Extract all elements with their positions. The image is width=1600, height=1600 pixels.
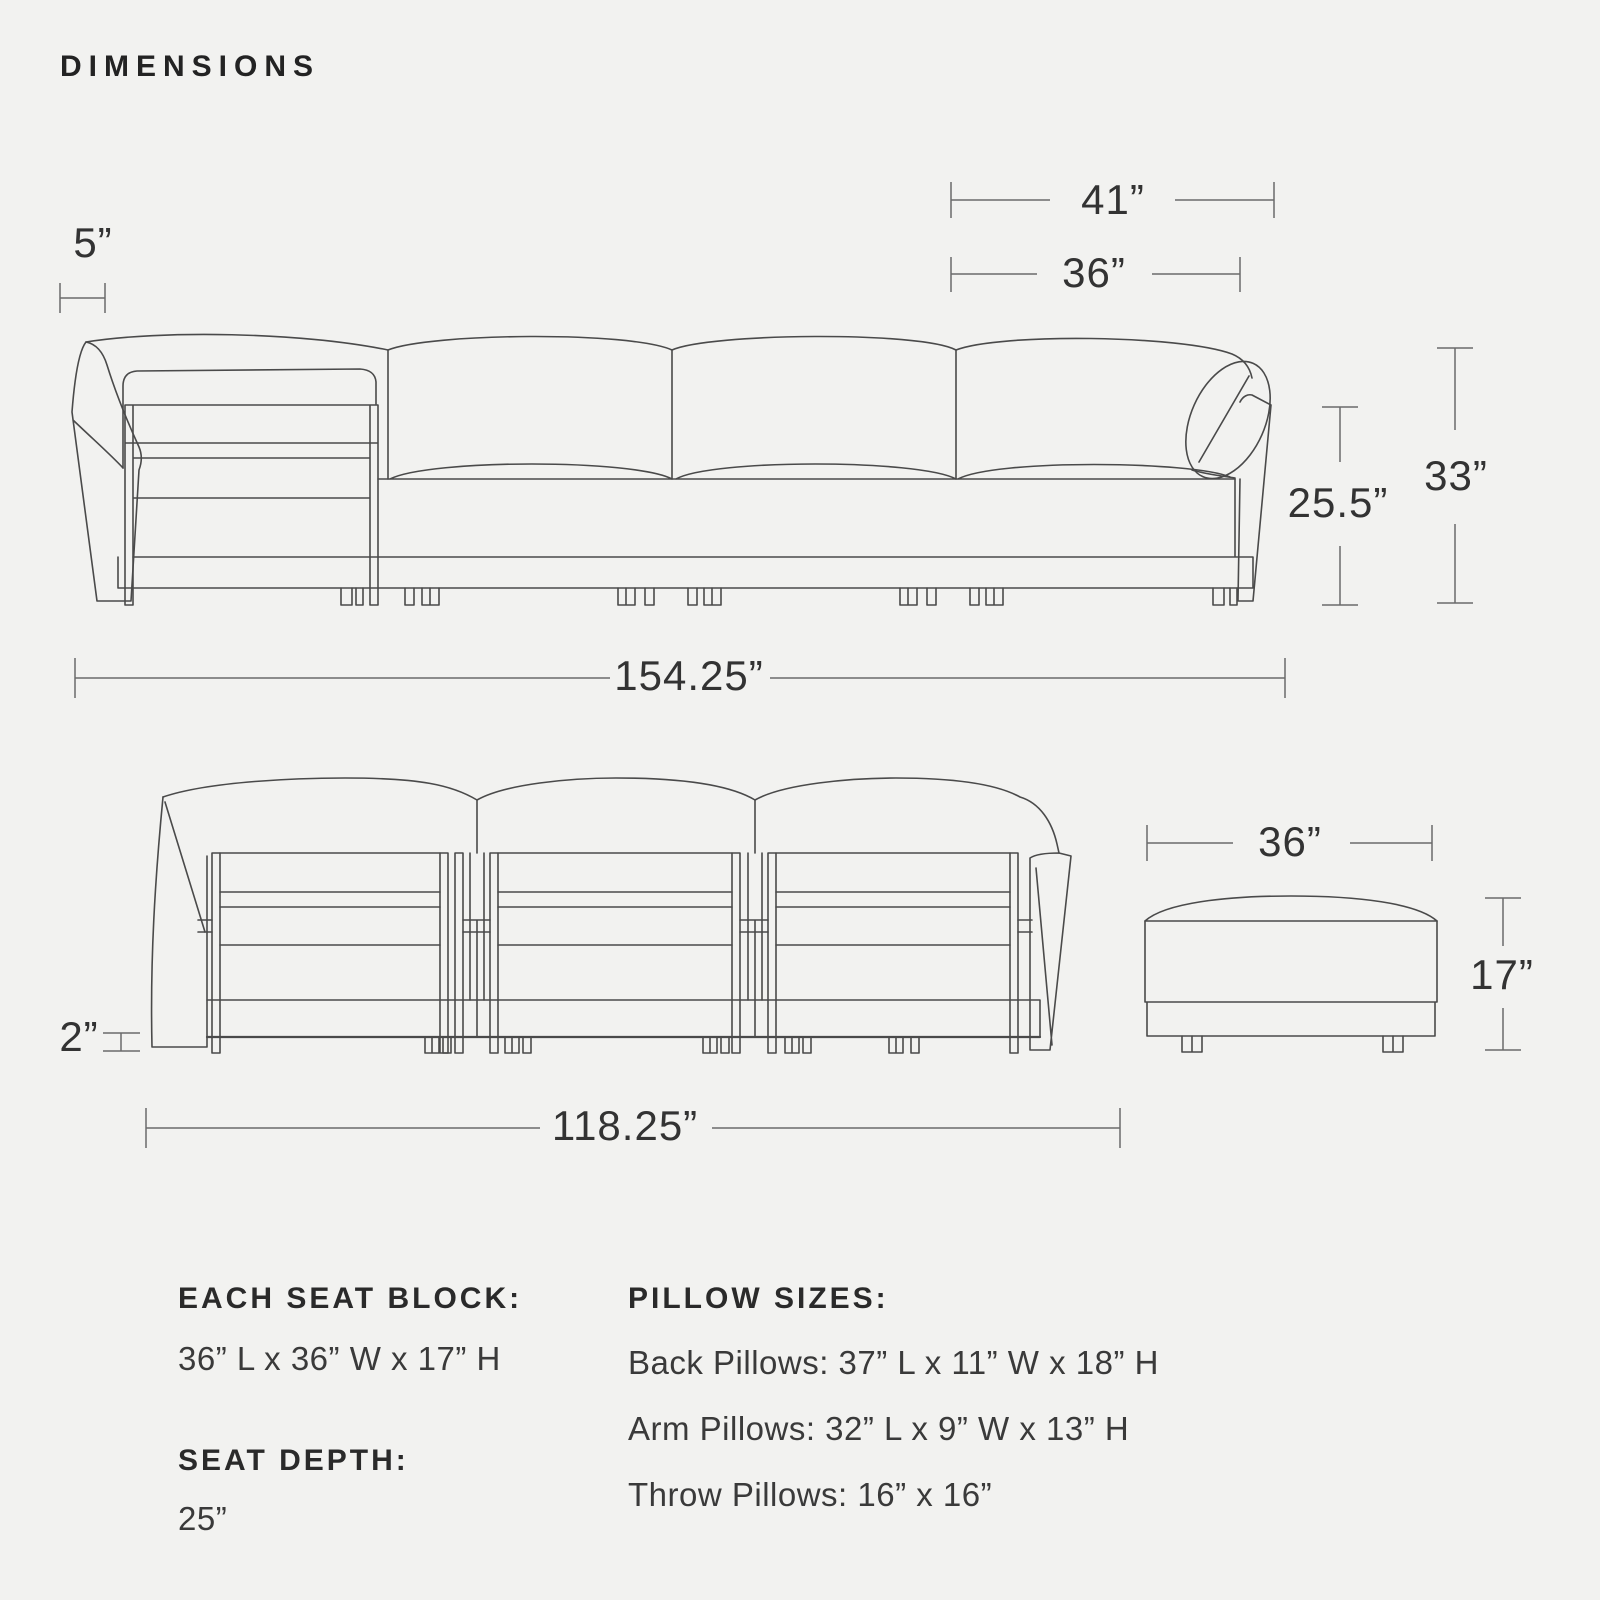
seat-block-value: 36” L x 36” W x 17” H <box>178 1340 501 1377</box>
dim-label-arm-width: 5” <box>73 219 113 266</box>
front-seam-lines <box>388 350 956 479</box>
dim-label-overall-width-back: 118.25” <box>551 1102 699 1149</box>
front-seat-cushions <box>378 464 1235 479</box>
dim-label-ottoman-width: 36” <box>1258 818 1322 865</box>
seat-block-heading: EACH SEAT BLOCK: <box>178 1282 523 1315</box>
back-left-panel <box>152 797 207 1047</box>
dim-label-leg-height: 2” <box>59 1013 99 1060</box>
pillow-arm-value: Arm Pillows: 32” L x 9” W x 13” H <box>628 1410 1130 1447</box>
front-corner-cushion <box>123 369 376 468</box>
pillow-back-value: Back Pillows: 37” L x 11” W x 18” H <box>628 1344 1159 1381</box>
pillow-throw-value: Throw Pillows: 16” x 16” <box>628 1476 993 1513</box>
back-cushion-outline <box>163 778 1059 853</box>
front-back-outline <box>86 334 1252 378</box>
dim-line-2 <box>103 1033 140 1051</box>
ottoman-legs <box>1182 1036 1403 1052</box>
seat-depth-value: 25” <box>178 1500 228 1537</box>
back-seam-lines <box>198 800 1032 1037</box>
dim-label-ottoman-height: 17” <box>1470 951 1534 998</box>
dim-label-end-seat-with-arm: 41” <box>1081 176 1145 223</box>
sofa-front-view-drawing <box>72 334 1287 605</box>
ottoman-body <box>1145 921 1437 1036</box>
front-left-arm <box>72 342 141 601</box>
dimension-lines <box>60 182 1521 1148</box>
ottoman-top <box>1145 896 1437 921</box>
front-corner-frame <box>125 405 378 605</box>
back-frame-posts <box>212 853 1018 1053</box>
dim-label-overall-width-front: 154.25” <box>614 652 764 699</box>
back-right-panel <box>1030 853 1071 1050</box>
front-legs <box>341 588 1237 605</box>
back-frame-rails <box>220 853 1010 945</box>
dim-label-seat-block: 36” <box>1062 249 1126 296</box>
front-base <box>118 479 1253 588</box>
dim-label-overall-height: 33” <box>1424 452 1488 499</box>
dim-label-seat-back-height: 25.5” <box>1287 479 1389 526</box>
pillow-sizes-heading: PILLOW SIZES: <box>628 1282 889 1315</box>
page-title: DIMENSIONS <box>60 50 321 83</box>
specs-left-column <box>178 1282 522 1538</box>
back-platform <box>207 1000 1040 1037</box>
ottoman-drawing <box>1145 896 1437 1052</box>
sofa-back-view-drawing <box>152 778 1071 1053</box>
seat-depth-heading: SEAT DEPTH: <box>178 1444 409 1477</box>
back-legs <box>425 1037 919 1053</box>
specs-right-column <box>628 1282 1159 1514</box>
dim-line-5 <box>60 283 105 313</box>
